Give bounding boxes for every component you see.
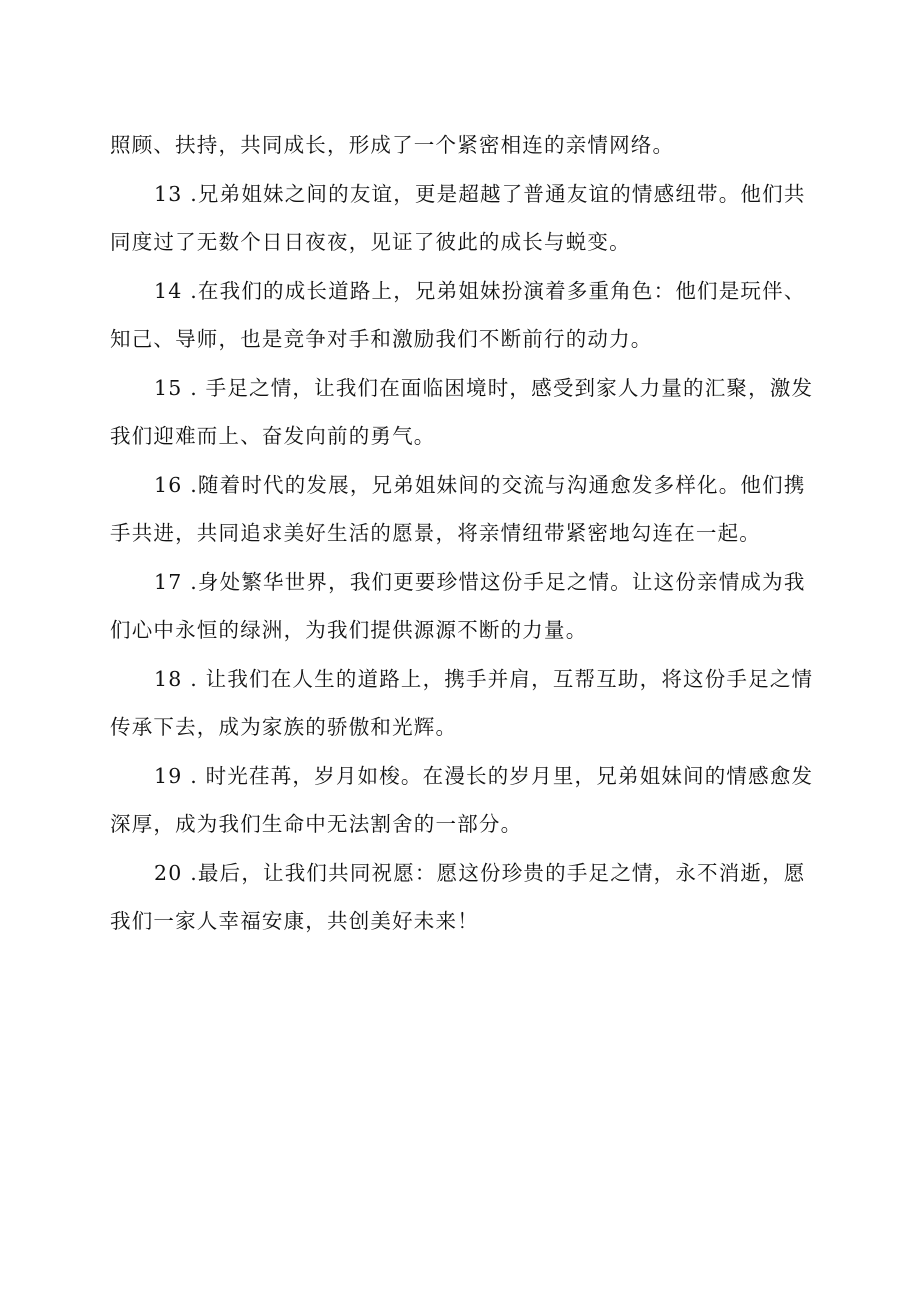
- text-line: 手共进，共同追求美好生活的愿景，将亲情纽带紧密地勾连在一起。: [110, 521, 761, 545]
- text-line-item-16: 16 .随着时代的发展，兄弟姐妹间的交流与沟通愈发多样化。他们携: [154, 472, 806, 497]
- text-line-item-15: 15 . 手足之情，让我们在面临困境时，感受到家人力量的汇聚，激发: [154, 375, 814, 400]
- text-line: 我们一家人幸福安康，共创美好未来！: [110, 909, 479, 933]
- text-line: 深厚，成为我们生命中无法割舍的一部分。: [110, 812, 523, 836]
- text-line: 知己、导师，也是竞争对手和激励我们不断前行的动力。: [110, 327, 653, 351]
- text-line-item-18: 18 . 让我们在人生的道路上，携手并肩，互帮互助，将这份手足之情: [154, 666, 814, 691]
- text-line: 我们迎难而上、奋发向前的勇气。: [110, 424, 436, 448]
- text-line-continuation: 照顾、扶持，共同成长，形成了一个紧密相连的亲情网络。: [110, 133, 675, 157]
- document-body: [110, 121, 814, 946]
- text-line: 传承下去，成为家族的骄傲和光辉。: [110, 715, 458, 739]
- text-line-item-13: 13 .兄弟姐妹之间的友谊，更是超越了普通友谊的情感纽带。他们共: [154, 181, 806, 206]
- text-line-item-17: 17 .身处繁华世界，我们更要珍惜这份手足之情。让这份亲情成为我: [154, 569, 806, 594]
- text-line-item-19: 19 . 时光荏苒，岁月如梭。在漫长的岁月里，兄弟姐妹间的情感愈发: [154, 763, 814, 788]
- text-line: 同度过了无数个日日夜夜，见证了彼此的成长与蜕变。: [110, 230, 631, 254]
- text-line: 们心中永恒的绿洲，为我们提供源源不断的力量。: [110, 618, 588, 642]
- text-line-item-14: 14 .在我们的成长道路上，兄弟姐妹扮演着多重角色：他们是玩伴、: [154, 278, 806, 303]
- text-line-item-20: 20 .最后，让我们共同祝愿：愿这份珍贵的手足之情，永不消逝，愿: [154, 860, 806, 885]
